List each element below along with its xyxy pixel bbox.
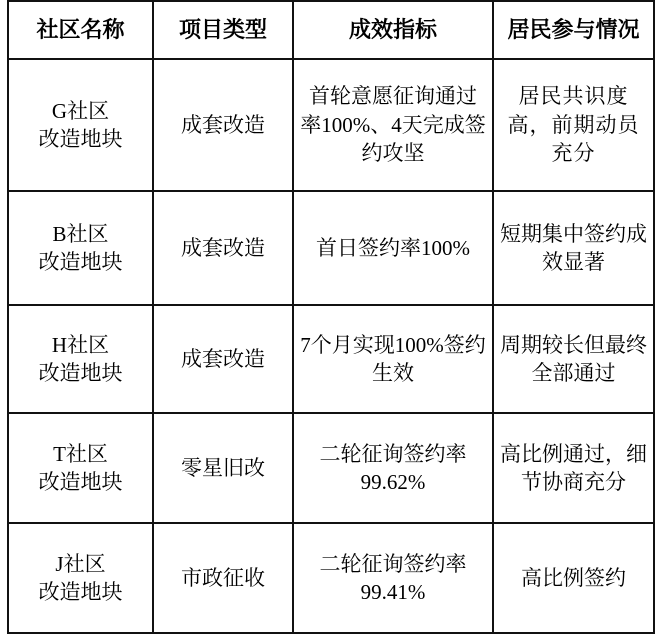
table-header-row — [8, 1, 654, 59]
community-renovation-table — [7, 0, 655, 634]
column-header-project-type: 项目类型 — [153, 1, 293, 59]
cell-resident-participation: 高比例签约 — [493, 523, 654, 633]
table-row — [8, 191, 654, 305]
column-header-community-name: 社区名称 — [8, 1, 153, 59]
cell-performance-indicator: 首日签约率100% — [293, 191, 493, 305]
cell-performance-indicator: 二轮征询签约率99.41% — [293, 523, 493, 633]
cell-community-name: J社区 改造地块 — [8, 523, 153, 633]
cell-project-type: 零星旧改 — [153, 413, 293, 523]
table-body — [8, 59, 654, 633]
table-header — [8, 1, 654, 59]
cell-project-type: 成套改造 — [153, 59, 293, 191]
column-header-performance-indicator: 成效指标 — [293, 1, 493, 59]
cell-resident-participation: 短期集中签约成效显著 — [493, 191, 654, 305]
table-row — [8, 305, 654, 413]
cell-performance-indicator: 首轮意愿征询通过率100%、4天完成签约攻坚 — [293, 59, 493, 191]
table-row — [8, 413, 654, 523]
cell-project-type: 成套改造 — [153, 191, 293, 305]
cell-project-type: 市政征收 — [153, 523, 293, 633]
cell-community-name: G社区 改造地块 — [8, 59, 153, 191]
table-row — [8, 59, 654, 191]
cell-resident-participation: 居民共识度高，前期动员充分 — [493, 59, 654, 191]
cell-community-name: T社区 改造地块 — [8, 413, 153, 523]
cell-community-name: B社区 改造地块 — [8, 191, 153, 305]
column-header-resident-participation: 居民参与情况 — [493, 1, 654, 59]
cell-resident-participation: 周期较长但最终全部通过 — [493, 305, 654, 413]
table-row — [8, 523, 654, 633]
cell-resident-participation: 高比例通过，细节协商充分 — [493, 413, 654, 523]
cell-performance-indicator: 7个月实现100%签约生效 — [293, 305, 493, 413]
cell-community-name: H社区 改造地块 — [8, 305, 153, 413]
cell-performance-indicator: 二轮征询签约率99.62% — [293, 413, 493, 523]
cell-project-type: 成套改造 — [153, 305, 293, 413]
